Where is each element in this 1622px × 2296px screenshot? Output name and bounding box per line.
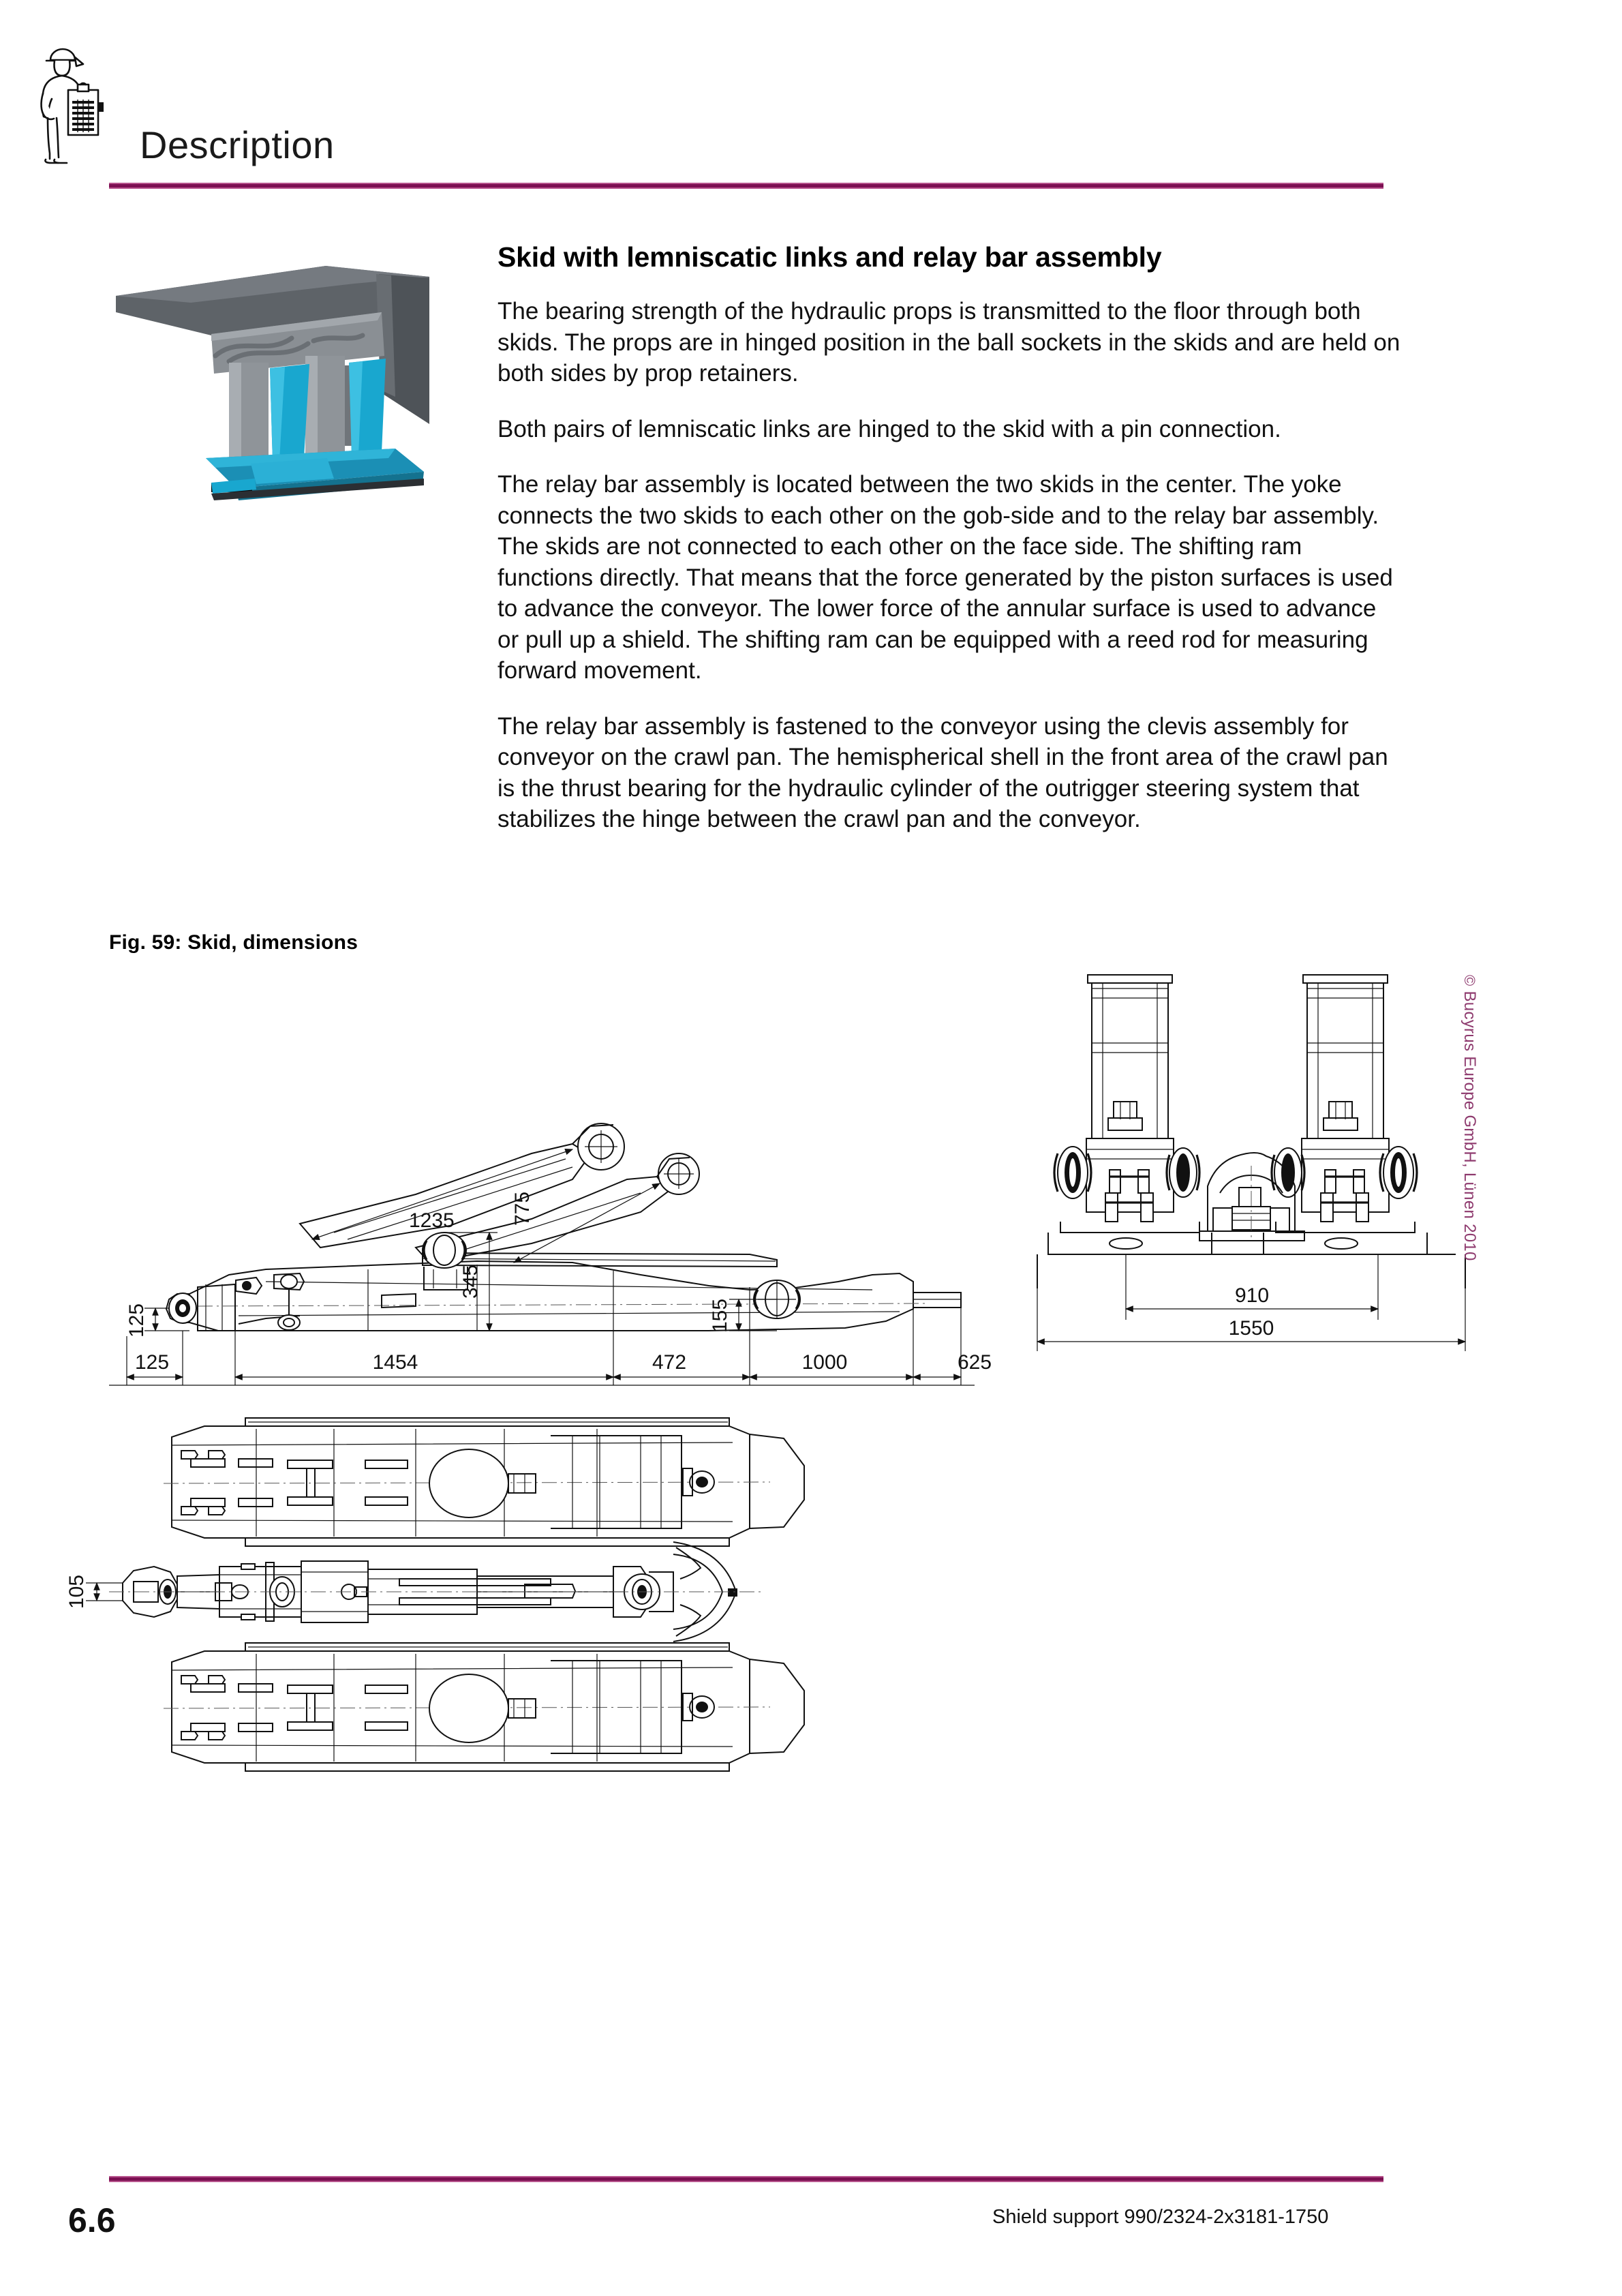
- page-title: Description: [140, 123, 335, 166]
- dimension-910: 910: [1234, 1284, 1270, 1307]
- dimension-472: 472: [652, 1351, 687, 1374]
- figure-technical-drawing: [65, 954, 1404, 1718]
- page-number: 6.6: [68, 2201, 116, 2239]
- dimension-1235: 1235: [409, 1209, 455, 1232]
- page-header: [0, 0, 1622, 205]
- body-content: [498, 242, 1404, 835]
- footer-divider: [109, 2176, 1383, 2182]
- dimension-v125: 125: [125, 1303, 148, 1338]
- side-elevation-drawing: [109, 1123, 992, 1385]
- paragraph-4: The relay bar assembly is fastened to the conveyor using the clevis assembly for conveyor on the crawl pan. The hemispherical shell in the front area of the crawl pan is the thrust bearing for the hydraulic cylinder of the outrigger steering system that stabilizes the hinge between the crawl pan and the conveyor.: [498, 712, 1388, 833]
- section-heading: Skid with lemniscatic links and relay bar assembly: [498, 241, 1162, 273]
- copyright-symbol: ©: [1461, 975, 1478, 986]
- skid-assembly-photo: [109, 254, 436, 513]
- dimension-1454: 1454: [372, 1351, 418, 1374]
- copyright-text: Bucyrus Europe GmbH, Lünen 2010: [1460, 991, 1479, 1261]
- dimension-625: 625: [957, 1351, 992, 1374]
- paragraph-3: The relay bar assembly is located between the two skids in the center. The yoke connects the two skids to each other on the gob-side and to the relay bar assembly. The skids are not connected to each other on the face side. The shifting ram functions directly. That means that the force generated by the piston surfaces is used to advance the conveyor. The lower force of the annular surface is used to advance or pull up a shield. The shifting ram can be equipped with a reed rod for measuring forward movement.: [498, 471, 1393, 684]
- footer-document-title: Shield support 990/2324-2x3181-1750: [992, 2206, 1329, 2228]
- plan-view-drawing: [65, 1418, 804, 1771]
- paragraph-1: The bearing strength of the hydraulic props is transmitted to the floor through both skids. The props are in hinged position in the ball sockets in the skids and are held on both sides by prop retainers.: [498, 298, 1401, 387]
- front-elevation-drawing: [1037, 975, 1465, 1351]
- paragraph-2: Both pairs of lemniscatic links are hinged to the skid with a pin connection.: [498, 415, 1281, 442]
- dimension-155: 155: [709, 1298, 731, 1333]
- dimension-105: 105: [65, 1574, 88, 1610]
- sidebar-copyright: [1452, 975, 1479, 1302]
- header-divider: [109, 183, 1383, 189]
- figure-caption: Fig. 59: Skid, dimensions: [109, 931, 358, 954]
- inspector-with-clipboard-icon: [33, 40, 121, 166]
- dimension-125: 125: [135, 1351, 170, 1374]
- dimension-1550: 1550: [1228, 1317, 1274, 1340]
- dimension-1000: 1000: [801, 1351, 848, 1374]
- dimension-345: 345: [459, 1264, 482, 1299]
- dimension-775: 775: [511, 1191, 534, 1226]
